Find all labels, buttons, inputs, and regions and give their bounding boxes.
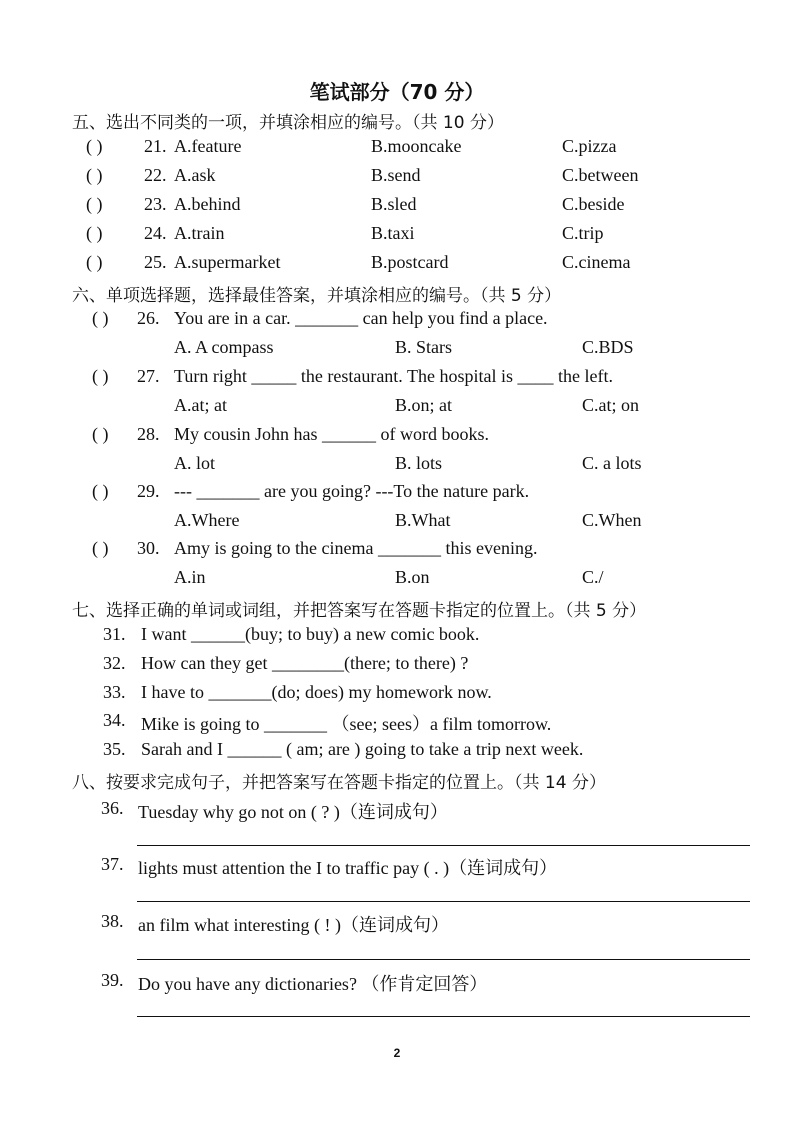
answer-parenthesis[interactable]: ( ) — [86, 165, 103, 185]
option-b: B. Stars — [395, 337, 453, 357]
option-c: C./ — [582, 567, 604, 587]
question-row — [0, 424, 794, 448]
question-row — [0, 136, 794, 160]
question-number: 33. — [103, 682, 126, 702]
answer-parenthesis[interactable]: ( ) — [92, 308, 109, 328]
question-number: 30. — [137, 538, 160, 558]
answer-line[interactable] — [137, 845, 750, 846]
option-b: B.mooncake — [371, 136, 462, 156]
option-c: C.BDS — [582, 337, 634, 357]
option-b: B.What — [395, 510, 451, 530]
question-number: 29. — [137, 481, 160, 501]
question-number: 39. — [101, 970, 124, 990]
question-row — [0, 366, 794, 390]
option-b: B.taxi — [371, 223, 415, 243]
question-stem: My cousin John has ______ of word books. — [174, 424, 489, 444]
question-stem: You are in a car. _______ can help you find a place. — [174, 308, 548, 328]
question-number: 35. — [103, 739, 126, 759]
option-a: A.feature — [174, 136, 242, 156]
question-number: 27. — [137, 366, 160, 386]
options-row — [0, 453, 794, 477]
question-row — [0, 798, 794, 822]
option-a: A. lot — [174, 453, 216, 473]
options-row — [0, 337, 794, 361]
option-c: C.between — [562, 165, 639, 185]
question-number: 24. — [144, 223, 167, 243]
page-title: 笔试部分（70 分） — [309, 80, 485, 104]
option-c: C.trip — [562, 223, 604, 243]
question-number: 32. — [103, 653, 126, 673]
option-a: A.train — [174, 223, 225, 243]
question-text: I want ______(buy; to buy) a new comic book. — [141, 624, 480, 644]
answer-parenthesis[interactable]: ( ) — [86, 252, 103, 272]
question-text: lights must attention the I to traffic pay ( . )（连词成句） — [138, 858, 558, 878]
answer-parenthesis[interactable]: ( ) — [92, 481, 109, 501]
question-row — [0, 308, 794, 332]
answer-line[interactable] — [137, 959, 750, 960]
option-a: A.ask — [174, 165, 216, 185]
question-row — [0, 252, 794, 276]
question-row — [0, 911, 794, 935]
option-b: B.on; at — [395, 395, 452, 415]
question-row — [0, 481, 794, 505]
option-a: A.in — [174, 567, 206, 587]
section-8-heading: 八、按要求完成句子，并把答案写在答题卡指定的位置上。（共 14 分） — [72, 773, 606, 793]
option-c: C. a lots — [582, 453, 642, 473]
question-number: 26. — [137, 308, 160, 328]
question-row — [0, 970, 794, 994]
option-a: A.Where — [174, 510, 240, 530]
answer-parenthesis[interactable]: ( ) — [86, 136, 103, 156]
question-stem: Turn right _____ the restaurant. The hospital is ____ the left. — [174, 366, 613, 386]
question-text: Sarah and I ______ ( am; are ) going to take a trip next week. — [141, 739, 584, 759]
question-row — [0, 653, 794, 677]
question-stem: --- _______ are you going? ---To the nature park. — [174, 481, 530, 501]
question-row — [0, 682, 794, 706]
section-6-heading: 六、单项选择题，选择最佳答案，并填涂相应的编号。（共 5 分） — [72, 286, 562, 306]
answer-parenthesis[interactable]: ( ) — [86, 223, 103, 243]
question-number: 28. — [137, 424, 160, 444]
option-b: B.send — [371, 165, 421, 185]
question-row — [0, 854, 794, 878]
option-c: C.beside — [562, 194, 625, 214]
question-row — [0, 165, 794, 189]
option-a: A. A compass — [174, 337, 274, 357]
option-b: B.sled — [371, 194, 417, 214]
option-b: B.on — [395, 567, 430, 587]
question-number: 34. — [103, 710, 126, 730]
answer-parenthesis[interactable]: ( ) — [92, 366, 109, 386]
question-number: 25. — [144, 252, 167, 272]
question-number: 22. — [144, 165, 167, 185]
question-number: 21. — [144, 136, 167, 156]
question-text: Do you have any dictionaries? （作肯定回答） — [138, 974, 488, 994]
option-c: C.pizza — [562, 136, 617, 156]
question-number: 38. — [101, 911, 124, 931]
options-row — [0, 567, 794, 591]
answer-parenthesis[interactable]: ( ) — [86, 194, 103, 214]
question-number: 36. — [101, 798, 124, 818]
section-7-heading: 七、选择正确的单词或词组，并把答案写在答题卡指定的位置上。（共 5 分） — [72, 601, 647, 621]
option-c: C.at; on — [582, 395, 639, 415]
options-row — [0, 395, 794, 419]
question-number: 23. — [144, 194, 167, 214]
question-row — [0, 223, 794, 247]
option-a: A.at; at — [174, 395, 227, 415]
question-row — [0, 194, 794, 218]
question-number: 31. — [103, 624, 126, 644]
question-row — [0, 739, 794, 763]
question-text: Mike is going to _______ （see; sees）a film tomorrow. — [141, 714, 552, 734]
option-a: A.supermarket — [174, 252, 281, 272]
question-stem: Amy is going to the cinema _______ this evening. — [174, 538, 538, 558]
options-row — [0, 510, 794, 534]
question-row — [0, 710, 794, 734]
question-text: an film what interesting ( ! )（连词成句） — [138, 915, 449, 935]
option-b: B.postcard — [371, 252, 449, 272]
answer-line[interactable] — [137, 1016, 750, 1017]
option-a: A.behind — [174, 194, 241, 214]
answer-parenthesis[interactable]: ( ) — [92, 424, 109, 444]
option-c: C.When — [582, 510, 642, 530]
option-c: C.cinema — [562, 252, 631, 272]
page-number: 2 — [393, 1046, 401, 1060]
answer-line[interactable] — [137, 901, 750, 902]
question-text: Tuesday why go not on ( ? )（连词成句） — [138, 802, 448, 822]
section-5-heading: 五、选出不同类的一项，并填涂相应的编号。（共 10 分） — [72, 113, 504, 133]
question-row — [0, 538, 794, 562]
option-b: B. lots — [395, 453, 443, 473]
question-number: 37. — [101, 854, 124, 874]
question-row — [0, 624, 794, 648]
answer-parenthesis[interactable]: ( ) — [92, 538, 109, 558]
question-text: How can they get ________(there; to there) ? — [141, 653, 469, 673]
question-text: I have to _______(do; does) my homework now. — [141, 682, 492, 702]
